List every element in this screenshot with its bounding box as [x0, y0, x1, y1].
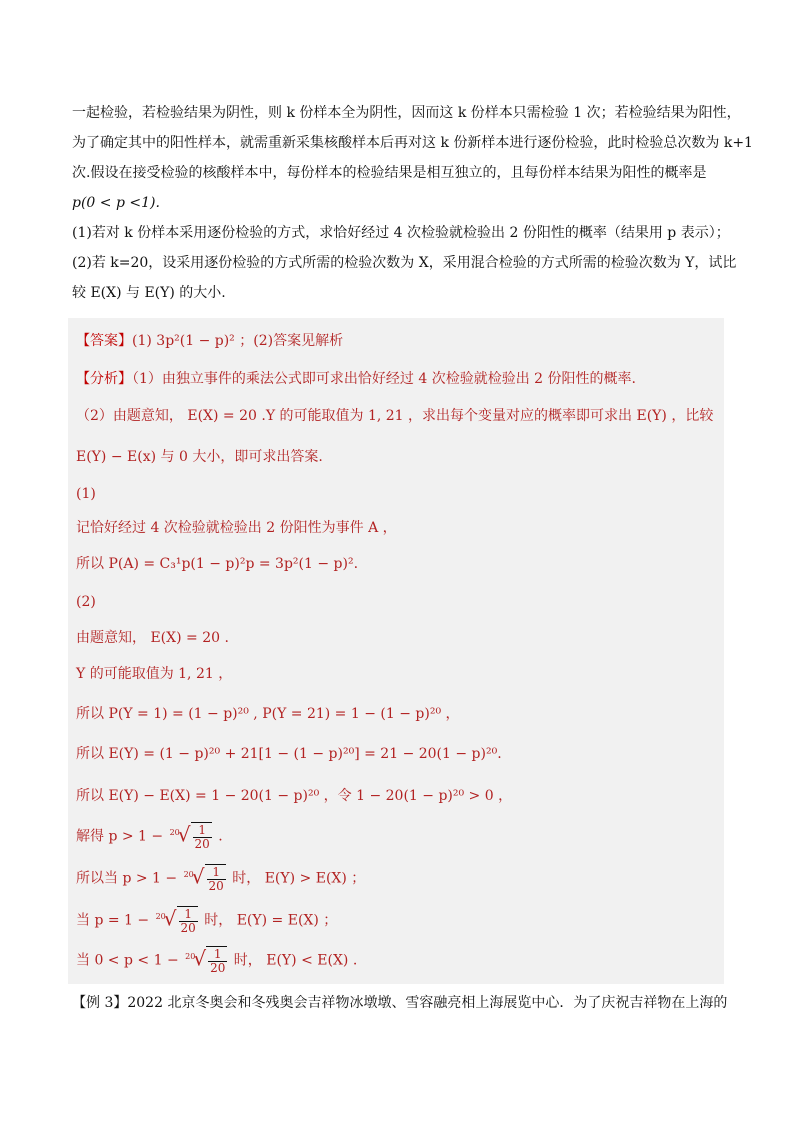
line-6-suffix: . — [218, 828, 223, 845]
example-text: 2022 北京冬奥会和冬残奥会吉祥物冰墩墩、雪容融亮相上海展览中心．为了庆祝吉祥物在上海的 — [127, 995, 728, 1011]
radicand — [191, 822, 212, 851]
example-3-line — [72, 992, 732, 1012]
part-2-label: (2) — [76, 594, 96, 610]
root-index: 20 — [185, 951, 196, 961]
example-tag: 【例 3】 — [72, 995, 128, 1011]
nth-root — [185, 946, 227, 975]
fraction-numerator: 1 — [212, 865, 220, 879]
part-2-line-5: 所以 E(Y) − E(X) = 1 − 20(1 − p)²⁰ ，令 1 − 20(1 − p)²⁰ > 0 ， — [76, 788, 513, 804]
analysis-line-1 — [76, 368, 636, 388]
root-index: 20 — [183, 869, 194, 879]
part-2-line-4: 所以 E(Y) = (1 − p)²⁰ + 21[1 − (1 − p)²⁰] = 21 − 20(1 − p)²⁰. — [76, 746, 502, 762]
line-8-prefix: 当 p = 1 − — [76, 912, 150, 929]
fraction-denominator: 20 — [194, 837, 210, 851]
fraction-denominator: 20 — [180, 921, 196, 935]
radical-sign: √ — [163, 906, 177, 931]
part-2-line-9 — [76, 946, 357, 975]
answer-tag: 【答案】 — [76, 333, 132, 349]
problem-line-1: 一起检验，若检验结果为阴性，则 k 份样本全为阴性，因而这 k 份样本只需检验 1 次；若检验结果为阳性， — [72, 105, 741, 121]
part-2-line-3: 所以 P(Y = 1) = (1 − p)²⁰ , P(Y = 21) = 1 − (1 − p)²⁰ ， — [76, 706, 460, 722]
fraction-numerator: 1 — [198, 823, 206, 837]
root-index: 20 — [155, 911, 166, 921]
fraction-numerator: 1 — [184, 907, 192, 921]
question-2-line-2: 较 E(X) 与 E(Y) 的大小. — [72, 285, 226, 301]
nth-root — [170, 822, 212, 851]
problem-line-3: 次.假设在接受检验的核酸样本中，每份样本的检验结果是相互独立的，且每份样本结果为阳性的概率是 — [72, 165, 707, 181]
problem-text — [72, 98, 753, 308]
radicand — [206, 946, 227, 975]
answer-text: (1) 3p²(1 − p)² ；(2)答案见解析 — [132, 333, 344, 349]
problem-line-4: p(0 < p <1). — [72, 195, 160, 211]
radicand — [177, 906, 198, 935]
part-2-line-2: Y 的可能取值为 1, 21 ， — [76, 666, 233, 682]
part-1-label: (1) — [76, 486, 96, 502]
nth-root — [184, 864, 226, 893]
radical-sign: √ — [193, 946, 207, 971]
analysis-text-1: （1）由独立事件的乘法公式即可求出恰好经过 4 次检验就检验出 2 份阳性的概率. — [132, 371, 636, 387]
line-8-suffix: 时， E(Y) = E(X) ； — [204, 912, 338, 929]
line-9-suffix: 时， E(Y) < E(X) . — [233, 952, 358, 969]
part-2-line-8 — [76, 906, 337, 935]
analysis-tag: 【分析】 — [76, 371, 132, 387]
fraction-numerator: 1 — [213, 947, 222, 961]
line-7-prefix: 所以当 p > 1 − — [76, 870, 178, 887]
line-6-prefix: 解得 p > 1 − — [76, 828, 164, 845]
part-1-line-1: 记恰好经过 4 次检验就检验出 2 份阳性为事件 A ， — [76, 520, 397, 536]
problem-line-2: 为了确定其中的阳性样本，就需重新采集核酸样本后再对这 k 份新样本进行逐份检验，此时检验总次数为 k+1 — [72, 135, 753, 151]
answer-line — [76, 330, 343, 350]
nth-root — [156, 906, 198, 935]
part-1-line-2: 所以 P(A) = C₃¹p(1 − p)²p = 3p²(1 − p)². — [76, 556, 359, 572]
analysis-line-2: （2）由题意知， E(X) = 20 .Y 的可能取值为 1, 21 ，求出每个变量对应的概率即可求出 E(Y) ，比较 — [76, 408, 714, 424]
root-index: 20 — [169, 827, 180, 837]
radicand — [205, 864, 226, 893]
question-2-line-1: (2)若 k=20，设采用逐份检验的方式所需的检验次数为 X，采用混合检验的方式所需的检验次数为 Y，试比 — [72, 255, 737, 271]
part-2-line-7 — [76, 864, 365, 893]
part-2-line-6 — [76, 822, 223, 851]
line-9-prefix: 当 0 < p < 1 − — [76, 952, 179, 969]
analysis-line-3: E(Y) − E(x) 与 0 大小，即可求出答案. — [76, 449, 323, 465]
fraction-denominator: 20 — [208, 879, 224, 893]
part-2-line-1: 由题意知， E(X) = 20 . — [76, 630, 229, 646]
line-7-suffix: 时， E(Y) > E(X) ； — [232, 870, 366, 887]
question-1: (1)若对 k 份样本采用逐份检验的方式，求恰好经过 4 次检验就检验出 2 份阳性的概率（结果用 p 表示）； — [72, 225, 730, 241]
radical-sign: √ — [177, 822, 191, 847]
radical-sign: √ — [191, 864, 205, 889]
fraction-denominator: 20 — [210, 961, 226, 975]
